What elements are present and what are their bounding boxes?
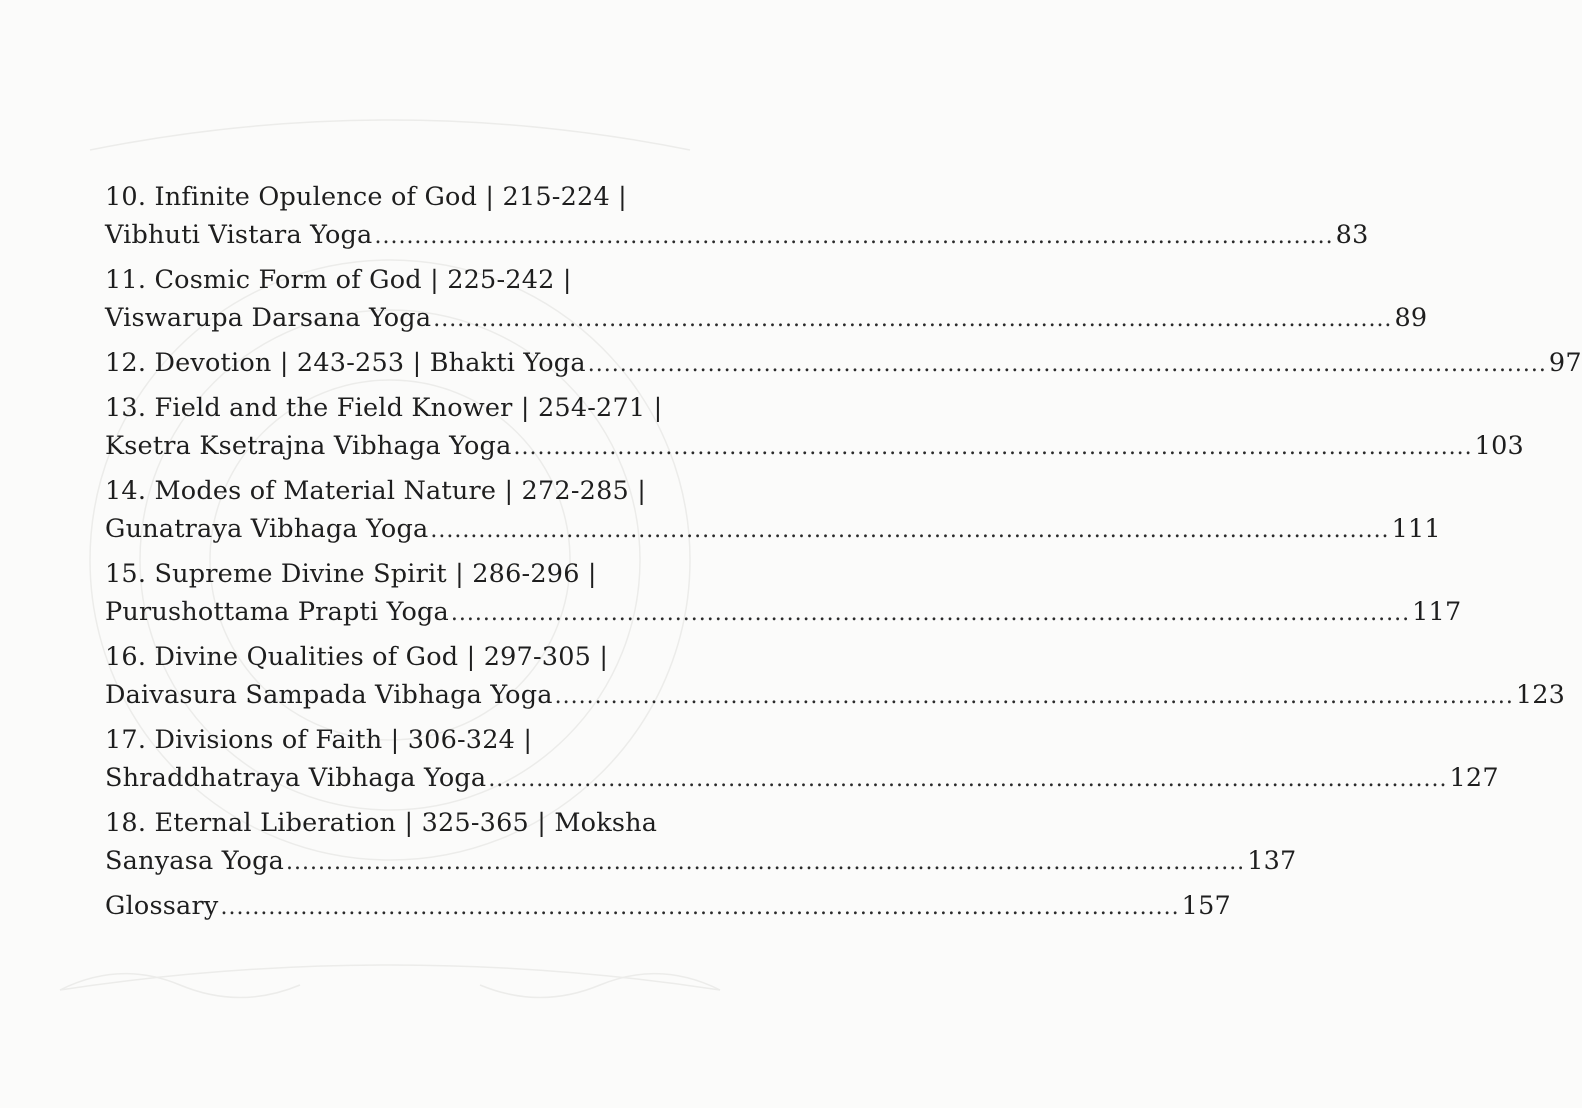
toc-entry-chapter-12[interactable] [105,344,1582,382]
page-number: 111 [1391,514,1441,544]
dot-leader: ........................................................................................................................ [220,895,1180,920]
page-number: 83 [1335,220,1369,250]
entry-title: 17. Divisions of Faith | 306-324 | [105,725,533,755]
toc-entry-chapter-14[interactable] [105,472,1441,548]
entry-title: 18. Eternal Liberation | 325-365 | Moksha [105,808,658,838]
entry-title: 12. Devotion | 243-253 | Bhakti Yoga [105,348,586,378]
entry-subtitle: Ksetra Ksetrajna Vibhaga Yoga [105,431,512,461]
entry-subtitle: Sanyasa Yoga [105,846,284,876]
entry-title: Glossary [105,891,219,921]
toc-entry-chapter-13[interactable] [105,389,1524,465]
page-number: 97 [1548,348,1582,378]
entry-subtitle: Gunatraya Vibhaga Yoga [105,514,429,544]
dot-leader: ........................................................................................................................ [430,518,1390,543]
entry-title: 11. Cosmic Form of God | 225-242 | [105,265,572,295]
toc-entry-chapter-10[interactable] [105,178,1369,254]
toc-entry-chapter-16[interactable] [105,638,1566,714]
table-of-contents [105,178,1582,932]
dot-leader: ........................................................................................................................ [374,224,1334,249]
page-number: 137 [1247,846,1297,876]
dot-leader: ........................................................................................................................ [433,307,1393,332]
entry-subtitle: Vibhuti Vistara Yoga [105,220,373,250]
entry-title: 14. Modes of Material Nature | 272-285 | [105,476,647,506]
toc-entry-chapter-17[interactable] [105,721,1499,797]
toc-entry-chapter-18[interactable] [105,804,1297,880]
dot-leader: ........................................................................................................................ [488,767,1448,792]
page-number: 127 [1449,763,1499,793]
dot-leader: ........................................................................................................................ [286,850,1246,875]
page-number: 157 [1181,891,1231,921]
toc-entry-chapter-11[interactable] [105,261,1428,337]
entry-title: 16. Divine Qualities of God | 297-305 | [105,642,609,672]
page-number: 123 [1515,680,1566,710]
page-number: 117 [1412,597,1462,627]
toc-entry-chapter-15[interactable] [105,555,1462,631]
dot-leader: ........................................................................................................................ [554,684,1514,709]
dot-leader: ........................................................................................................................ [513,435,1473,460]
dot-leader: ........................................................................................................................ [587,352,1547,377]
entry-subtitle: Purushottama Prapti Yoga [105,597,449,627]
entry-subtitle: Viswarupa Darsana Yoga [105,303,432,333]
entry-title: 13. Field and the Field Knower | 254-271 | [105,393,663,423]
entry-title: 15. Supreme Divine Spirit | 286-296 | [105,559,597,589]
page-number: 103 [1474,431,1524,461]
entry-title: 10. Infinite Opulence of God | 215-224 | [105,182,627,212]
dot-leader: ........................................................................................................................ [450,601,1411,626]
entry-subtitle: Daivasura Sampada Vibhaga Yoga [105,680,553,710]
page-number: 89 [1394,303,1428,333]
entry-subtitle: Shraddhatraya Vibhaga Yoga [105,763,487,793]
toc-entry-glossary[interactable] [105,887,1231,925]
